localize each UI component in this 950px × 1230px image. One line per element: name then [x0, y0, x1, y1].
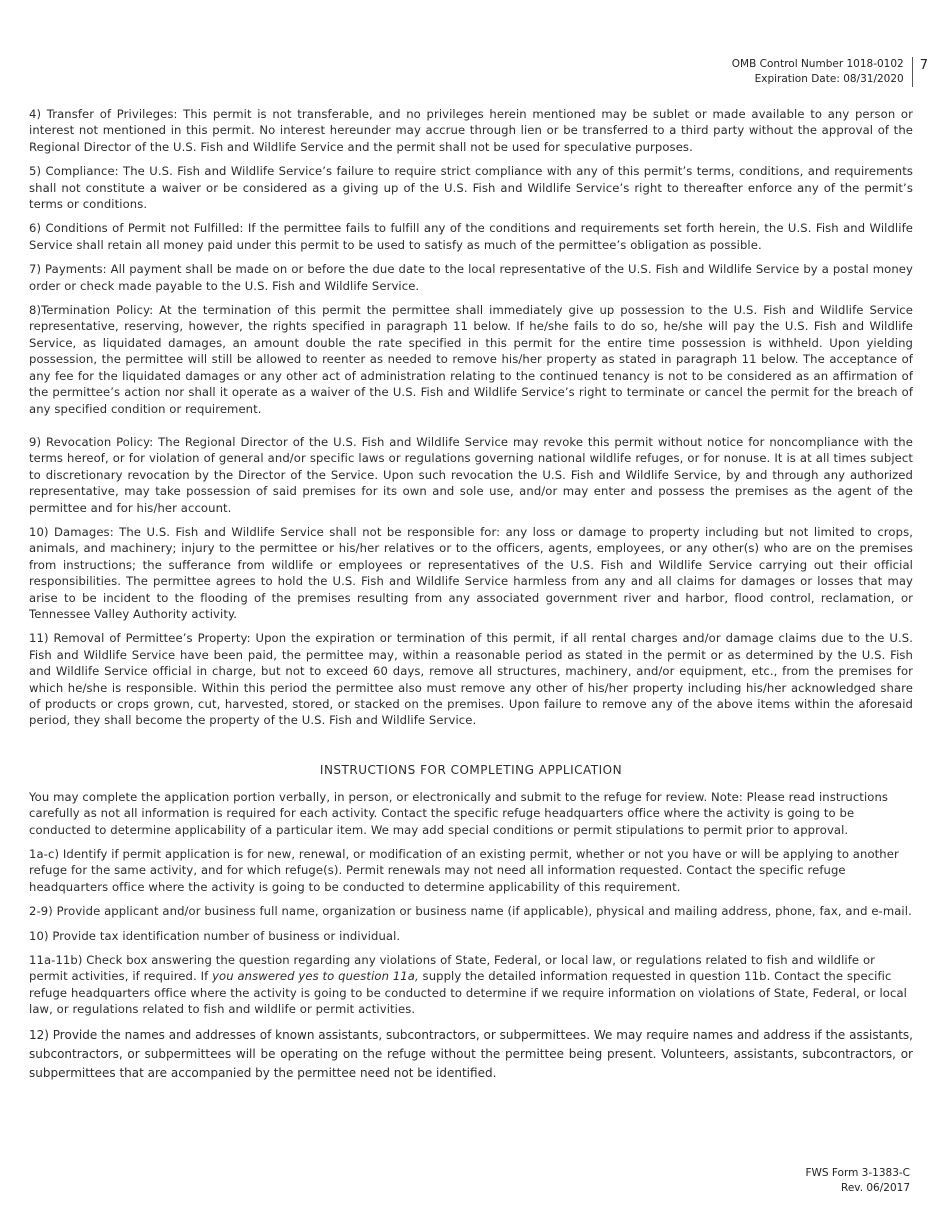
- omb-block: [732, 57, 912, 87]
- paragraph-removal-of-property: 11) Removal of Permittee’s Property: Upon the expiration or termination of this permit, if all rental charges and/or damage claims due to the U.S. Fish and Wildlife Service have been paid, the permittee may, within a reasonable period as stated in the permit or as determined by the U.S. Fish and Wildlife Service official in charge, but not to exceed 60 days, remove all structures, machinery, and/or equipment, etc., from the premises for which he/she is responsible. Within this period the permittee also must remove any other of his/her property including his/her acknowledged share of products or crops grown, cut, harvested, stored, or stacked on the premises. Upon failure to remove any of the above items within the aforesaid period, they shall become the property of the U.S. Fish and Wildlife Service.: [29, 631, 913, 728]
- page-header: [732, 57, 928, 87]
- page-footer: [805, 1166, 910, 1196]
- paragraph-termination-policy: 8)Termination Policy: At the termination of this permit the permittee shall immediately give up possession to the U.S. Fish and Wildlife Service representative, reserving, however, the rights specified in paragraph 11 below. If he/she fails to do so, he/she will pay the U.S. Fish and Wildlife Service, as liquidated damages, an amount double the rate specified in this permit for the entire time possession is withheld. Upon yielding possession, the permittee will still be allowed to reenter as needed to remove his/her property as stated in paragraph 11 below. The acceptance of any fee for the liquidated damages or any other act of administration relating to the continued tenancy is not to be considered as an affirmation of the permittee’s action nor shall it operate as a waiver of the U.S. Fish and Wildlife Service’s right to terminate or cancel the permit for the breach of any specified condition or requirement.: [29, 303, 913, 416]
- instruction-11-text-end: supply the detailed information requested in question 11b. Contact the specific refuge headquarters office where the activity is going to be conducted to determine if we require information on violations of State, Federal, or local law, or regulations related to fish and wildlife or permit activities.: [29, 969, 907, 1017]
- page-number: 7: [919, 58, 928, 73]
- document-body: [29, 106, 913, 1083]
- paragraph-damages: 10) Damages: The U.S. Fish and Wildlife Service shall not be responsible for: any loss or damage to property including but not limited to crops, animals, and machinery; injury to the permittee or his/her relatives or to the officers, agents, employees, or any other(s) who are on the premises from instructions; the sufferance from wildlife or employees or representatives of the U.S. Fish and Wildlife Service carrying out their official responsibilities. The permittee agrees to hold the U.S. Fish and Wildlife Service harmless from any and all claims for damages or losses that may arise to be incident to the flooding of the premises resulting from any associated government river and harbor, flood control, reclamation, or Tennessee Valley Authority activity.: [29, 524, 913, 621]
- instruction-item-12: 12) Provide the names and addresses of known assistants, subcontractors, or subpermittees. We may require names and address if the assistants, subcontractors, or subpermittees will be operating on the refuge without the permittee being present. Volunteers, assistants, subcontractors, or subpermittees that are accompanied by the permittee need not be identified.: [29, 1027, 913, 1080]
- instruction-item-2-9: 2-9) Provide applicant and/or business full name, organization or business name (if applicable), physical and mailing address, phone, fax, and e-mail.: [29, 904, 912, 919]
- paragraph-payments: 7) Payments: All payment shall be made on or before the due date to the local representative of the U.S. Fish and Wildlife Service by a postal money order or check made payable to the U.S. Fish and Wildlife Service.: [29, 262, 913, 293]
- instruction-11-emphasis: you answered yes to question 11a,: [212, 969, 419, 984]
- instruction-item-11a-11b: [29, 952, 913, 1018]
- paragraph-compliance: 5) Compliance: The U.S. Fish and Wildlife Service’s failure to require strict compliance with any of this permit’s terms, conditions, and requirements shall not constitute a waiver or be considered as a giving up of the U.S. Fish and Wildlife Service’s right to thereafter enforce any of the permit’s terms or conditions.: [29, 164, 913, 212]
- paragraph-transfer-of-privileges: 4) Transfer of Privileges: This permit is not transferable, and no privileges herein mentioned may be sublet or made available to any person or interest not mentioned in this permit. No interest hereunder may accrue through lien or be transferred to a third party without the approval of the Regional Director of the U.S. Fish and Wildlife Service and the permit shall not be used for speculative purposes.: [29, 107, 913, 154]
- paragraph-conditions-not-fulfilled: 6) Conditions of Permit not Fulfilled: If the permittee fails to fulfill any of the conditions and requirements set forth herein, the U.S. Fish and Wildlife Service shall retain all money paid under this permit to be used to satisfy as much of the permittee’s obligation as possible.: [29, 221, 913, 252]
- instructions-title: INSTRUCTIONS FOR COMPLETING APPLICATION: [319, 762, 623, 777]
- omb-control-number: OMB Control Number 1018-0102: [731, 58, 904, 70]
- revision-date: Rev. 06/2017: [841, 1182, 910, 1194]
- instruction-item-10: 10) Provide tax identification number of business or individual.: [29, 928, 401, 943]
- instruction-11-text-start: 11a-11b) Check box answering the question regarding any violations of State, Federal, or local law, or regulations related to fish and wildlife or permit activities, if required. If: [29, 953, 876, 984]
- instructions-intro: You may complete the application portion verbally, in person, or electronically and submit to the refuge for review. Note: Please read instructions carefully as not all information is required for each activity. Contact the specific refuge headquarters office where the activity is going to be conducted to determine applicability of a particular item. We may add special conditions or permit stipulations to permit prior to approval.: [29, 789, 889, 837]
- form-number: FWS Form 3-1383-C: [805, 1167, 910, 1179]
- expiration-date: Expiration Date: 08/31/2020: [754, 73, 904, 85]
- instruction-item-1a-c: 1a-c) Identify if permit application is for new, renewal, or modification of an existing permit, whether or not you have or will be applying to another refuge for the same activity, and for which refuge(s). Permit renewals may not need all information requested. Contact the specific refuge headquarters office where the activity is going to be conducted to determine applicability of this requirement.: [29, 847, 899, 894]
- paragraph-revocation-policy: 9) Revocation Policy: The Regional Director of the U.S. Fish and Wildlife Service may revoke this permit without notice for noncompliance with the terms hereof, or for violation of general and/or specific laws or regulations governing national wildlife refuges, or for nonuse. It is at all times subject to discretionary revocation by the Director of the Service. Upon such revocation the U.S. Fish and Wildlife Service, by and through any authorized representative, may take possession of said premises for its own and sole use, and/or may enter and possess the premises as the agent of the permittee and for his/her account.: [29, 434, 913, 515]
